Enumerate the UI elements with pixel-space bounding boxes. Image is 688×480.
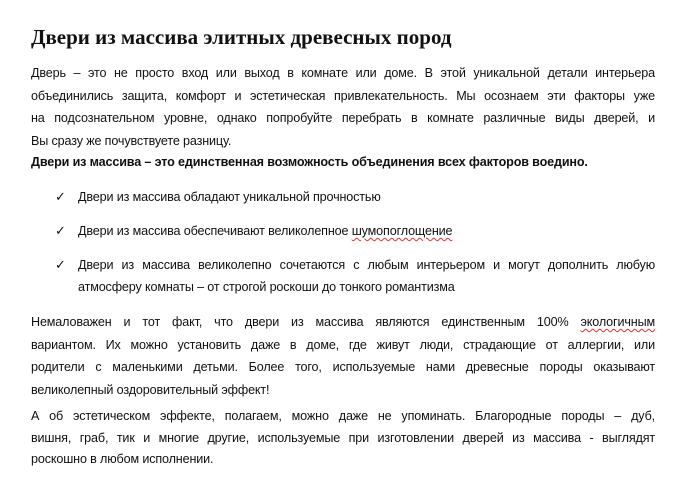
paragraph-text: Немаловажен и тот факт, что двери из массива являются единственным 100% bbox=[31, 315, 581, 329]
paragraph-line: А об эстетическом эффекте, полагаем, можно даже не упоминать. Благородные породы – дуб, bbox=[31, 409, 655, 423]
spellcheck-word[interactable]: экологичным bbox=[580, 315, 655, 329]
paragraph-line: родители с маленькими детьми. Более того, используемые нами древесные породы оказывают bbox=[31, 360, 655, 374]
paragraph-line bbox=[31, 314, 655, 330]
bullet-item bbox=[78, 223, 655, 239]
paragraph-line: великолепный оздоровительный эффект! bbox=[31, 383, 270, 397]
bullet-item: Двери из массива великолепно сочетаются с любым интерьером и могут дополнить любую bbox=[78, 258, 655, 272]
bullet-item: Двери из массива обладают уникальной прочностью bbox=[78, 190, 381, 204]
document-title: Двери из массива элитных древесных пород bbox=[31, 25, 452, 49]
paragraph-line: вишня, граб, тик и многие другие, используемые при изготовлении дверей из массива - выглядят bbox=[31, 431, 655, 445]
intro-line: Дверь – это не просто вход или выход в комнате или доме. В этой уникальной детали интерьера bbox=[31, 66, 655, 80]
paragraph-line: вариантом. Их можно установить даже в доме, где живут люди, страдающие от аллергии, или bbox=[31, 338, 655, 352]
intro-line: Вы сразу же почувствуете разницу. bbox=[31, 134, 232, 148]
intro-line: на подсознательном уровне, однако попробуйте перебрать в комнате различные виды дверей, и bbox=[31, 111, 655, 125]
checkmark-icon: ✓ bbox=[55, 223, 66, 238]
bold-statement: Двери из массива – это единственная возможность объединения всех факторов воедино. bbox=[31, 155, 588, 169]
spellcheck-word[interactable]: шумопоглощение bbox=[351, 224, 453, 238]
checkmark-icon: ✓ bbox=[55, 257, 66, 272]
bullet-text: Двери из массива обеспечивают великолепное bbox=[78, 224, 352, 238]
bullet-item-continued: атмосферу комнаты – от строгой роскоши до тонкого романтизма bbox=[78, 280, 455, 294]
intro-line: объединились защита, комфорт и эстетическая привлекательность. Мы осознаем эти факторы уже bbox=[31, 89, 655, 103]
paragraph-line: роскошно в любом исполнении. bbox=[31, 452, 214, 466]
checkmark-icon: ✓ bbox=[55, 189, 66, 204]
